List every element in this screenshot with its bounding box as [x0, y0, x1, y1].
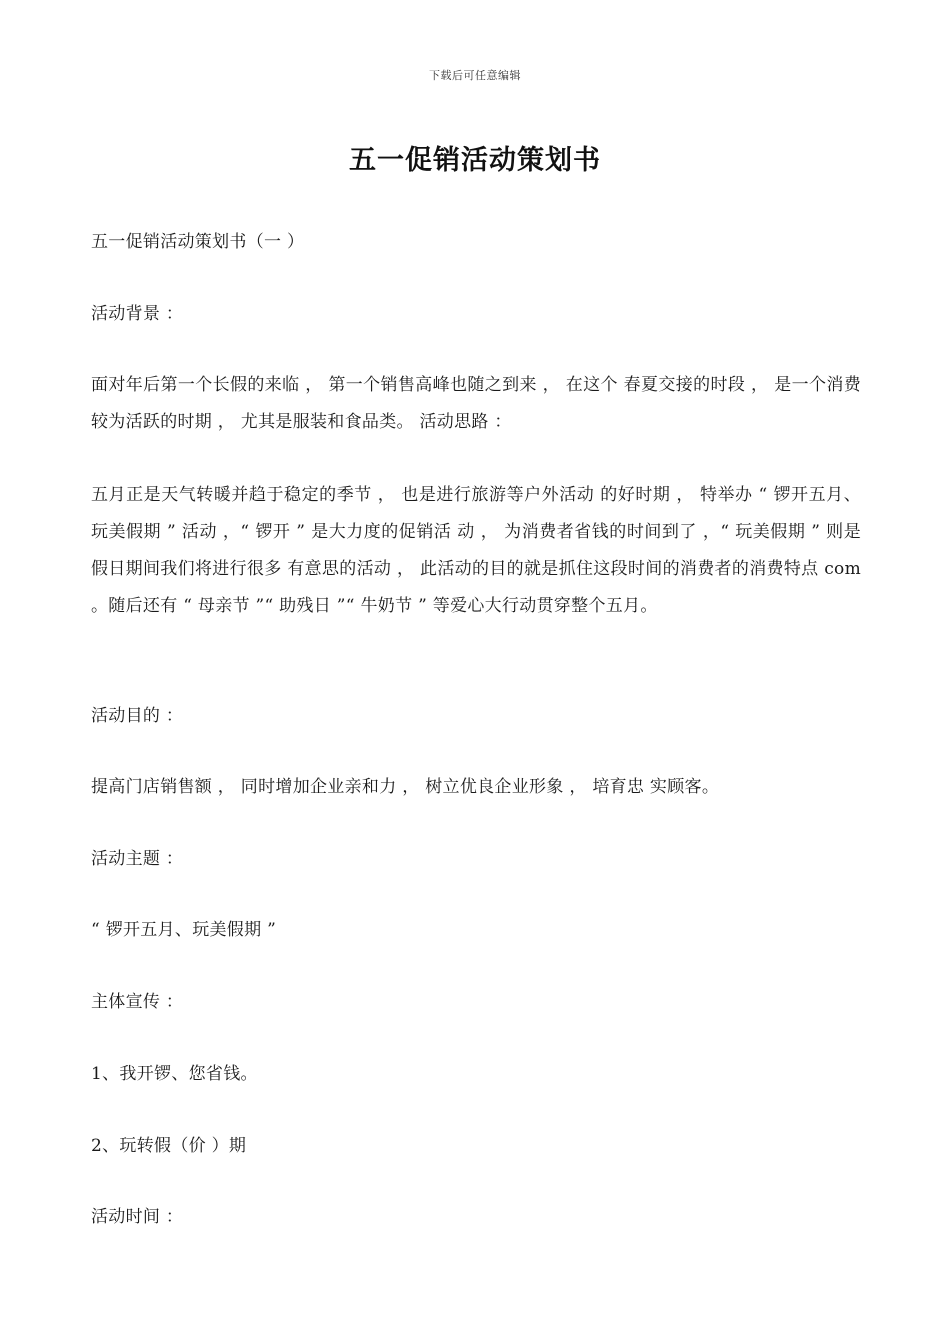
heading-main-promotion: 主体宣传 ：	[91, 992, 184, 1012]
document-title: 五一促销活动策划书	[349, 145, 601, 176]
paragraph-purpose: 提高门店销售额 ， 同时增加企业亲和力 ， 树立优良企业形象 ， 培育忠 实顾客。	[91, 777, 720, 797]
section-heading-plan-one: 五一促销活动策划书（一 ）	[91, 232, 305, 252]
promotion-item-2: 2、玩转假（价 ）期	[91, 1136, 247, 1156]
paragraph-activity-idea: 五月正是天气转暖并趋于稳定的季节 ， 也是进行旅游等户外活动 的好时期 ， 特举办 “ 锣开五月、玩美假期 ” 活动 ，“ 锣开 ” 是大力度的促销活 动 ， 为消费者省钱的时间到了 ，“ 玩美假期 ” 则是假日期间我们将进行很多 有意思的活动 ， 此活动的目的就是抓住这段时间的消费者的消费特点 com 。随后还有 “ 母亲节 ”“ 助残日 ”“ 牛奶节 ” 等爱心大行动贯穿整个五月。	[91, 485, 861, 616]
paragraph-theme: “ 锣开五月、玩美假期 ”	[91, 920, 277, 940]
paragraph-background: 面对年后第一个长假的来临 ， 第一个销售高峰也随之到来 ， 在这个 春夏交接的时段 ， 是一个消费较为活跃的时期 ， 尤其是服装和食品类。 活动思路 ：	[91, 375, 861, 432]
promotion-item-1: 1、我开锣、您省钱。	[91, 1064, 258, 1084]
heading-background: 活动背景 ：	[91, 304, 184, 324]
header-note: 下载后可任意编辑	[429, 69, 521, 82]
heading-purpose: 活动目的 ：	[91, 706, 184, 726]
heading-theme: 活动主题 ：	[91, 849, 184, 869]
heading-activity-time: 活动时间 ：	[91, 1207, 184, 1227]
